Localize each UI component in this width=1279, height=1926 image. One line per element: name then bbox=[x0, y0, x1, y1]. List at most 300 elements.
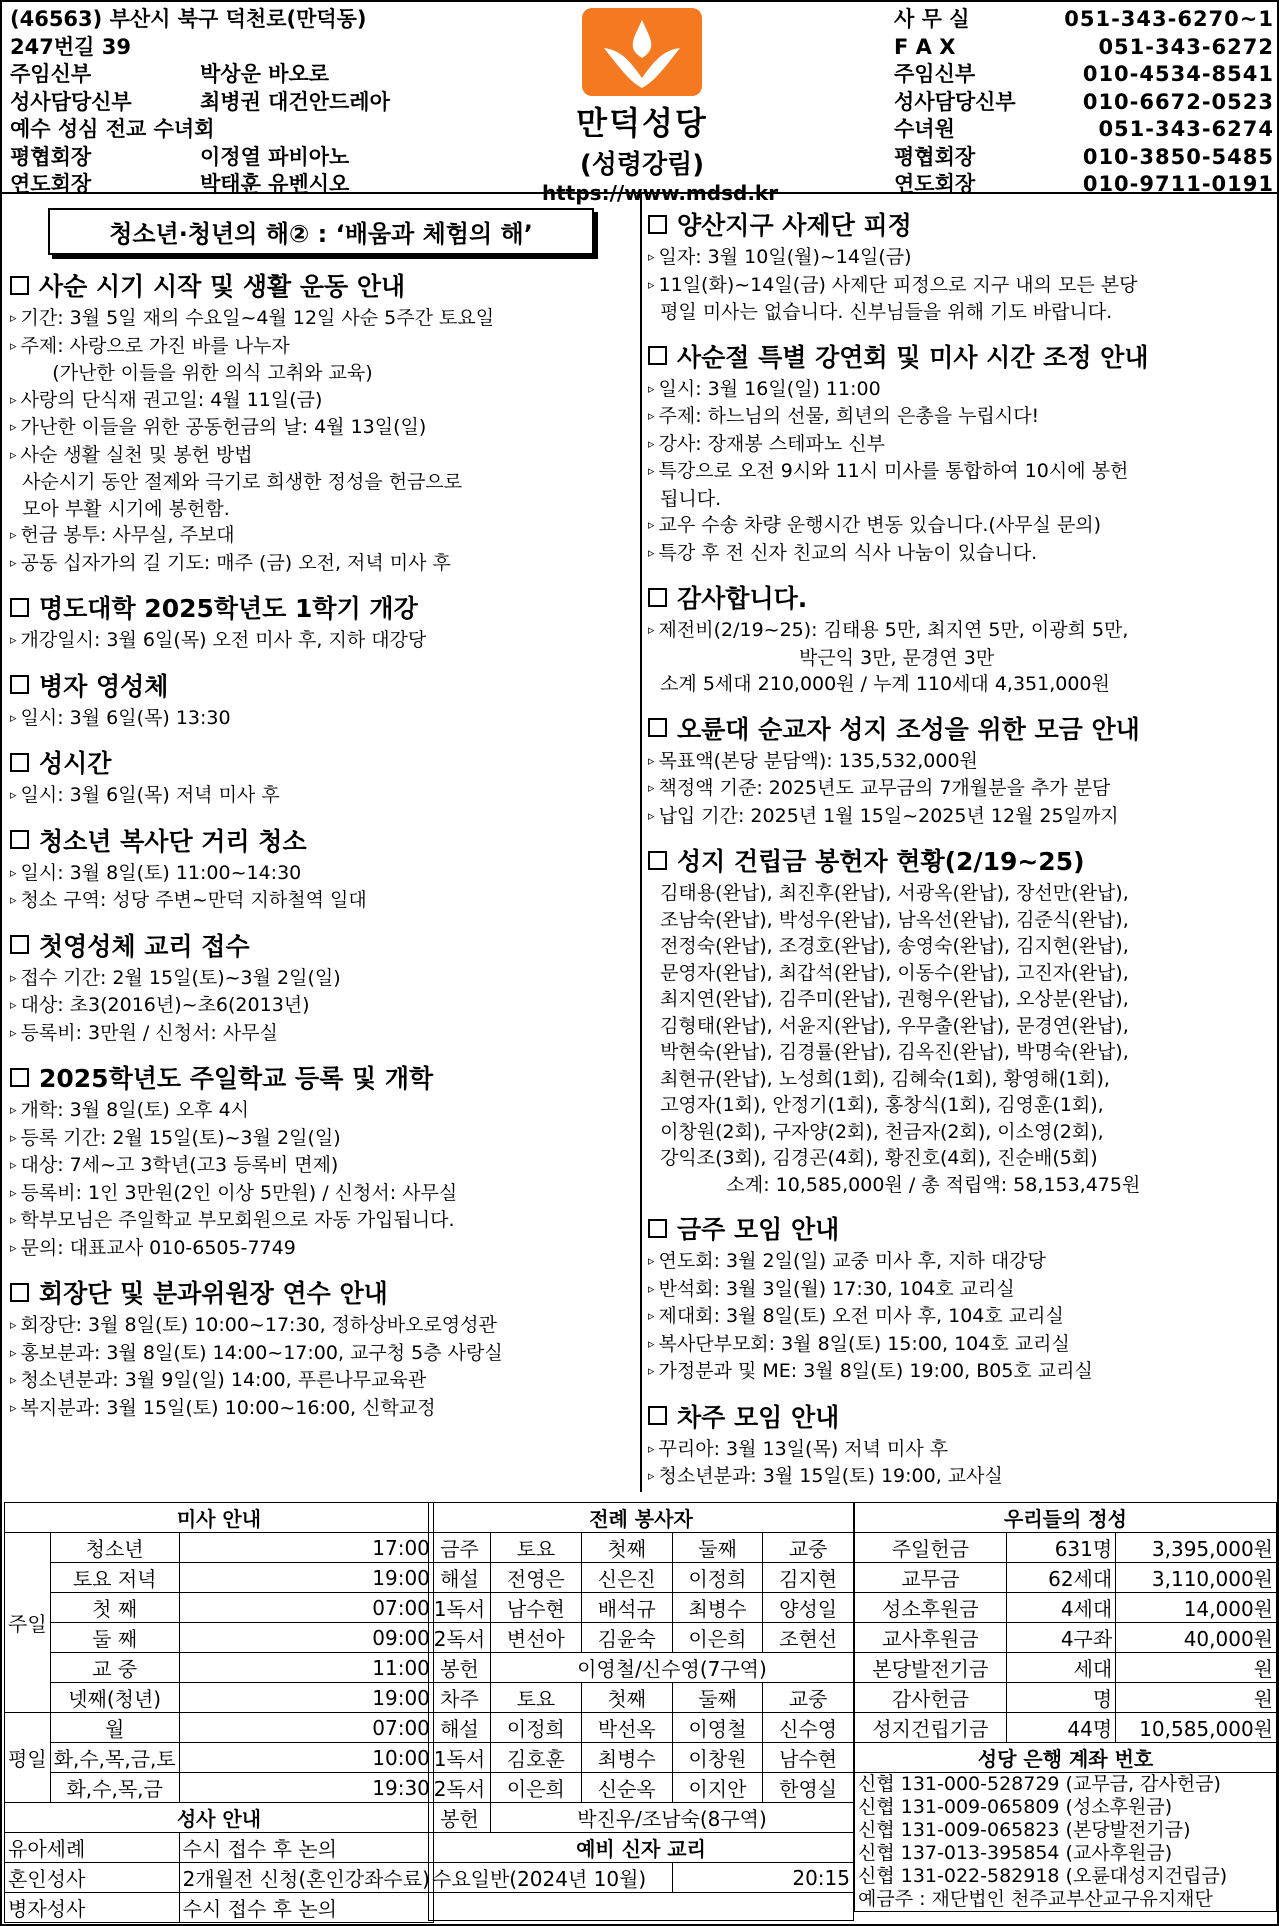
contact-phone[interactable]: 010-6672-0523 bbox=[1082, 89, 1274, 114]
notice-item: 고영자(1회), 안정기(1회), 홍창식(1회), 김영훈(1회), bbox=[648, 1094, 1104, 1116]
notice-item: ▹ 제대회: 3월 8일(토) 오전 미사 후, 104호 교리실 bbox=[648, 1303, 1271, 1331]
parish-subtitle: (성령강림) bbox=[579, 150, 705, 180]
table-header-row bbox=[429, 1503, 854, 1533]
table-cell: 주일 bbox=[5, 1533, 51, 1713]
table-cell: 금주 bbox=[429, 1533, 491, 1563]
header-left-key: 연도회장 bbox=[10, 172, 92, 196]
bulletin-header bbox=[2, 2, 1277, 205]
notice-item: ▹ 사랑의 단식재 권고일: 4월 11일(금) bbox=[10, 387, 634, 415]
notice-item: ▹ 등록비: 3만원 / 신청서: 사무실 bbox=[10, 1020, 634, 1048]
section-title bbox=[10, 667, 634, 703]
table-cell: 19:30 bbox=[179, 1773, 433, 1803]
notice-item: ▹ 청소년분과: 3월 15일(토) 19:00, 교사실 bbox=[648, 1463, 1271, 1491]
mass-row bbox=[5, 1563, 434, 1593]
notice-section bbox=[648, 338, 1271, 568]
notice-item: ▹ 가정분과 및 ME: 3월 8일(토) 19:00, B05호 교리실 bbox=[648, 1358, 1271, 1386]
section-title-text: 첫영성체 교리 접수 bbox=[39, 931, 250, 961]
table-cell: 교 중 bbox=[50, 1653, 179, 1683]
notice-section bbox=[10, 744, 634, 810]
table-cell bbox=[429, 1893, 854, 1921]
notice-section bbox=[10, 822, 634, 915]
notice-section bbox=[648, 1398, 1271, 1491]
header-left-value: 박태훈 유벤시오 bbox=[200, 172, 350, 196]
notice-item: 모아 부활 시기에 봉헌함. bbox=[10, 497, 230, 520]
notice-item: ▹ 등록비: 1인 3만원(2인 이상 5만원) / 신청서: 사무실 bbox=[10, 1180, 634, 1208]
mass-row bbox=[5, 1773, 434, 1803]
notice-item: ▹ 청소년분과: 3월 9일(일) 14:00, 푸른나무교육관 bbox=[10, 1367, 634, 1395]
notice-section bbox=[10, 1059, 634, 1262]
table-cell: 44명 bbox=[1006, 1713, 1116, 1743]
notice-item: ▹ 사순 생활 실천 및 봉헌 방법 bbox=[10, 442, 634, 470]
table-cell: 신수영 bbox=[763, 1713, 854, 1743]
notice-item: ▹ 일자: 3월 10일(월)~14일(금) bbox=[648, 244, 1271, 272]
mass-row bbox=[5, 1683, 434, 1713]
notice-item: ▹ 일시: 3월 16일(일) 11:00 bbox=[648, 376, 1271, 404]
table-cell: 변선아 bbox=[490, 1623, 581, 1653]
table-cell: 이지안 bbox=[672, 1773, 763, 1803]
notice-item: ▹ 가난한 이들을 위한 공동헌금의 날: 4월 13일(일) bbox=[10, 414, 634, 442]
notice-item: 평일 미사는 없습니다. 신부님들을 위해 기도 바랍니다. bbox=[648, 301, 1113, 323]
table-cell: 해설 bbox=[429, 1713, 491, 1743]
contact-phone[interactable]: 010-9711-0191 bbox=[1082, 172, 1274, 196]
notice-item: ▹ 대상: 7세~고 3학년(고3 등록비 면제) bbox=[10, 1152, 634, 1180]
sacrament-row bbox=[5, 1863, 434, 1893]
notice-item: ▹ 일시: 3월 6일(목) 13:30 bbox=[10, 705, 634, 733]
notice-item: ▹ 복지분과: 3월 15일(토) 10:00~16:00, 신학교정 bbox=[10, 1395, 634, 1423]
checkbox-square-icon bbox=[648, 346, 667, 365]
notice-item: ▹ 일시: 3월 8일(토) 11:00~14:30 bbox=[10, 860, 634, 888]
notice-item: 박근익 3만, 문경연 3만 bbox=[648, 646, 995, 669]
notice-item: ▹ 청소 구역: 성당 주변~만덕 지하철역 일대 bbox=[10, 887, 634, 915]
contact-phone[interactable]: 051-343-6272 bbox=[1098, 34, 1274, 59]
section-title bbox=[10, 1059, 634, 1095]
table-cell: 19:00 bbox=[179, 1563, 433, 1593]
notice-item: ▹ 책정액 기준: 2025년도 교무금의 7개월분을 추가 분담 bbox=[648, 775, 1271, 803]
notice-item: 최현규(완납), 노성희(1회), 김혜숙(1회), 황영해(1회), bbox=[648, 1067, 1110, 1090]
offering-row bbox=[855, 1683, 1277, 1713]
table-cell: 청소년 bbox=[50, 1533, 179, 1563]
liturgy-row bbox=[429, 1713, 854, 1743]
notice-item: ▹ 등록 기간: 2월 15일(토)~3월 2일(일) bbox=[10, 1125, 634, 1153]
left-column bbox=[2, 192, 642, 1492]
table-cell: 1독서 bbox=[429, 1593, 491, 1623]
section-title bbox=[648, 206, 1271, 242]
table-cell: 박진우/조남숙(8구역) bbox=[490, 1803, 853, 1833]
table-cell: 첫째 bbox=[581, 1683, 672, 1713]
contact-label: 주임신부 bbox=[894, 62, 976, 86]
section-title-text: 감사합니다. bbox=[677, 584, 808, 613]
table-cell: 둘 째 bbox=[50, 1623, 179, 1653]
table-cell: 17:00 bbox=[179, 1533, 433, 1563]
table-cell: 김호훈 bbox=[490, 1743, 581, 1773]
table-cell: 박선옥 bbox=[581, 1713, 672, 1743]
header-left-row bbox=[10, 61, 570, 89]
notice-item: ▹ 11일(화)~14일(금) 사제단 피정으로 지구 내의 모든 본당 bbox=[648, 272, 1271, 300]
table-header-row bbox=[429, 1833, 854, 1863]
table-cell: 11:00 bbox=[179, 1653, 433, 1683]
contact-phone[interactable]: 051-343-6274 bbox=[1098, 117, 1274, 141]
table-cell: 3,110,000원 bbox=[1116, 1563, 1277, 1593]
table-cell: 수시 접수 후 논의 bbox=[179, 1833, 433, 1863]
section-title bbox=[10, 1274, 634, 1310]
mass-schedule-table bbox=[4, 1502, 434, 1923]
notice-item: 소계 5세대 210,000원 / 누계 110세대 4,351,000원 bbox=[648, 673, 1110, 695]
bank-account: 신협 131-009-065809 (성소후원금) bbox=[858, 1796, 1173, 1818]
notice-item: 사순시기 동안 절제와 극기로 희생한 정성을 헌금으로 bbox=[10, 471, 463, 493]
sacrament-row bbox=[5, 1833, 434, 1863]
table-cell: 교사후원금 bbox=[855, 1623, 1007, 1653]
table-cell: 19:00 bbox=[179, 1683, 433, 1713]
liturgy-row bbox=[429, 1773, 854, 1803]
header-left-key: (46563) 부산시 북구 덕천로(만덕동) bbox=[10, 7, 367, 31]
table-cell: 명 bbox=[1006, 1683, 1116, 1713]
table-cell: 이정희 bbox=[672, 1563, 763, 1593]
notice-item: 이창원(2회), 구자양(2회), 천금자(2회), 이소영(2회), bbox=[648, 1120, 1104, 1143]
checkbox-square-icon bbox=[10, 935, 29, 954]
table-cell: 631명 bbox=[1006, 1533, 1116, 1563]
section-title-text: 오륜대 순교자 성지 조성을 위한 모금 안내 bbox=[677, 714, 1140, 744]
notice-item: ▹ 학부모님은 주일학교 부모회원으로 자동 가입됩니다. bbox=[10, 1207, 634, 1235]
notice-item: ▹ 꾸리아: 3월 13일(목) 저녁 미사 후 bbox=[648, 1436, 1271, 1464]
mass-row bbox=[5, 1623, 434, 1653]
offering-row bbox=[855, 1563, 1277, 1593]
header-left-key: 247번길 39 bbox=[10, 34, 131, 59]
header-left-row bbox=[10, 6, 570, 34]
liturgy-offering-row bbox=[429, 1653, 854, 1683]
offering-row bbox=[855, 1593, 1277, 1623]
header-left-key: 예수 성심 전교 수녀회 bbox=[10, 117, 215, 141]
right-column bbox=[644, 192, 1277, 1492]
table-cell: 최병수 bbox=[581, 1743, 672, 1773]
section-title bbox=[10, 822, 634, 858]
notice-item: ▹ 접수 기간: 2월 15일(토)~3월 2일(일) bbox=[10, 965, 634, 993]
notice-item: ▹ 주제: 사랑으로 가진 바를 나누자 bbox=[10, 333, 634, 361]
table-cell: 이영철/신수영(7구역) bbox=[490, 1653, 853, 1683]
mass-row bbox=[5, 1593, 434, 1623]
notice-item: ▹ 강사: 장재봉 스테파노 신부 bbox=[648, 431, 1271, 459]
table-cell: 봉헌 bbox=[429, 1803, 491, 1833]
bank-account: 신협 131-009-065823 (본당발전기금) bbox=[858, 1819, 1191, 1841]
contact-label: 평협회장 bbox=[894, 144, 976, 169]
table-cell: 둘째 bbox=[672, 1683, 763, 1713]
notice-section bbox=[10, 267, 634, 577]
notice-item: ▹ 대상: 초3(2016년)~초6(2013년) bbox=[10, 992, 634, 1020]
notice-item: 문영자(완납), 최갑석(완납), 이동수(완납), 고진자(완납), bbox=[648, 961, 1129, 984]
table-cell: 40,000원 bbox=[1116, 1623, 1277, 1653]
header-contact-row bbox=[894, 61, 1274, 89]
table-cell: 신순옥 bbox=[581, 1773, 672, 1803]
table-cell: 토요 bbox=[490, 1533, 581, 1563]
notice-item: ▹ 특강으로 오전 9시와 11시 미사를 통합하여 10시에 봉헌 bbox=[648, 458, 1271, 486]
notice-item: ▹ 헌금 봉투: 사무실, 주보대 bbox=[10, 522, 634, 550]
theme-banner: 청소년·청년의 해② : ‘배움과 체험의 해’ bbox=[48, 208, 594, 255]
checkbox-square-icon bbox=[10, 276, 29, 295]
header-left-key: 성사담당신부 bbox=[10, 89, 132, 114]
table-cell: 07:00 bbox=[179, 1593, 433, 1623]
bank-account: 신협 131-022-582918 (오륜대성지건립금) bbox=[858, 1865, 1228, 1887]
section-title-text: 성시간 bbox=[39, 749, 112, 778]
contact-label: 사 무 실 bbox=[894, 7, 970, 31]
table-cell: 조현선 bbox=[763, 1623, 854, 1653]
section-title bbox=[10, 267, 634, 303]
notice-item: ▹ 목표액(본당 분담액): 135,532,000원 bbox=[648, 748, 1271, 776]
table-cell: 성지건립기금 bbox=[855, 1713, 1007, 1743]
contact-phone[interactable]: 051-343-6270~1 bbox=[1064, 7, 1274, 31]
notice-item: ▹ 교우 수송 차량 운행시간 변동 있습니다.(사무실 문의) bbox=[648, 512, 1271, 540]
liturgy-row bbox=[429, 1743, 854, 1773]
header-contact-row bbox=[894, 34, 1274, 62]
notice-section bbox=[10, 667, 634, 733]
header-contact-row bbox=[894, 6, 1274, 34]
table-cell: 성사 안내 bbox=[5, 1803, 434, 1833]
dove-flame-icon bbox=[582, 8, 702, 96]
header-left-value: 이정열 파비아노 bbox=[200, 144, 350, 169]
table-cell: 20:15 bbox=[672, 1863, 853, 1893]
notice-item: ▹ 반석회: 3월 3일(월) 17:30, 104호 교리실 bbox=[648, 1276, 1271, 1304]
section-title-text: 청소년 복사단 거리 청소 bbox=[39, 826, 307, 856]
checkbox-square-icon bbox=[648, 215, 667, 234]
table-cell: 수시 접수 후 논의 bbox=[179, 1893, 433, 1923]
liturgy-offering-row bbox=[429, 1803, 854, 1833]
notice-item: ▹ 주제: 하느님의 선물, 희년의 은총을 누립시다! bbox=[648, 403, 1271, 431]
table-cell: 토요 저녁 bbox=[50, 1563, 179, 1593]
checkbox-square-icon bbox=[10, 1283, 29, 1302]
notice-item: 소계: 10,585,000원 / 총 적립액: 58,153,475원 bbox=[648, 1173, 1141, 1196]
header-left-key: 주임신부 bbox=[10, 62, 92, 86]
section-title-text: 2025학년도 주일학교 등록 및 개학 bbox=[39, 1064, 434, 1093]
liturgy-servers-table bbox=[428, 1502, 854, 1921]
table-cell: 이은희 bbox=[672, 1623, 763, 1653]
checkbox-square-icon bbox=[648, 718, 667, 737]
table-cell: 혼인성사 bbox=[5, 1863, 180, 1893]
notice-item: ▹ 홍보분과: 3월 8일(토) 14:00~17:00, 교구청 5층 사랑실 bbox=[10, 1340, 634, 1368]
table-cell: 이창원 bbox=[672, 1743, 763, 1773]
table-cell: 성당 은행 계좌 번호 bbox=[855, 1743, 1277, 1773]
header-left-info bbox=[10, 6, 570, 199]
notice-item: ▹ 개강일시: 3월 6일(목) 오전 미사 후, 지하 대강당 bbox=[10, 627, 634, 655]
header-contact-row bbox=[894, 89, 1274, 117]
notice-item: ▹ 납입 기간: 2025년 1월 15일~2025년 12월 25일까지 bbox=[648, 803, 1271, 831]
checkbox-square-icon bbox=[10, 830, 29, 849]
notice-section bbox=[10, 927, 634, 1048]
table-cell: 교중 bbox=[763, 1533, 854, 1563]
notice-section bbox=[10, 589, 634, 655]
section-title-text: 회장단 및 분과위원장 연수 안내 bbox=[39, 1279, 388, 1308]
checkbox-square-icon bbox=[648, 851, 667, 870]
contact-phone[interactable]: 010-4534-8541 bbox=[1082, 62, 1274, 86]
table-cell: 최병수 bbox=[672, 1593, 763, 1623]
table-cell: 넷째(청년) bbox=[50, 1683, 179, 1713]
checkbox-square-icon bbox=[648, 1219, 667, 1238]
account-holder: 예금주 : 재단법인 천주교부산교구유지재단 bbox=[858, 1888, 1213, 1910]
notice-item: ▹ 공동 십자가의 길 기도: 매주 (금) 오전, 저녁 미사 후 bbox=[10, 550, 634, 578]
table-cell: 둘째 bbox=[672, 1533, 763, 1563]
table-cell: 62세대 bbox=[1006, 1563, 1116, 1593]
table-cell: 교무금 bbox=[855, 1563, 1007, 1593]
catechism-empty-row bbox=[429, 1893, 854, 1921]
section-title-text: 금주 모임 안내 bbox=[677, 1215, 840, 1244]
notice-item: 김태용(완납), 최진후(완납), 서광옥(완납), 장선만(완납), bbox=[648, 882, 1129, 904]
section-title bbox=[648, 1398, 1271, 1434]
table-cell: 차주 bbox=[429, 1683, 491, 1713]
table-cell: 전영은 bbox=[490, 1563, 581, 1593]
table-cell: 남수현 bbox=[763, 1743, 854, 1773]
table-cell: 2독서 bbox=[429, 1623, 491, 1653]
liturgy-head-row bbox=[429, 1533, 854, 1563]
notice-item: 됩니다. bbox=[648, 487, 722, 510]
notice-item: ▹ 특강 후 전 신자 친교의 식사 나눔이 있습니다. bbox=[648, 540, 1271, 568]
table-cell: 09:00 bbox=[179, 1623, 433, 1653]
offering-row bbox=[855, 1623, 1277, 1653]
parish-logo bbox=[542, 8, 779, 205]
notice-item: 김형태(완납), 서윤지(완납), 우무출(완납), 문경연(완납), bbox=[648, 1014, 1129, 1037]
section-title bbox=[648, 842, 1271, 878]
table-cell: 남수현 bbox=[490, 1593, 581, 1623]
sacrament-row bbox=[5, 1893, 434, 1923]
section-title bbox=[10, 927, 634, 963]
header-left-row bbox=[10, 116, 570, 144]
notice-item: (가난한 이들을 위한 의식 고취와 교육) bbox=[10, 362, 373, 384]
table-cell: 10:00 bbox=[179, 1743, 433, 1773]
notice-section bbox=[648, 710, 1271, 831]
checkbox-square-icon bbox=[648, 588, 667, 607]
notice-section bbox=[648, 206, 1271, 326]
checkbox-square-icon bbox=[10, 598, 29, 617]
contact-label: 수녀원 bbox=[894, 117, 955, 141]
header-left-row bbox=[10, 89, 570, 117]
section-title-text: 병자 영성체 bbox=[39, 671, 169, 701]
liturgy-row bbox=[429, 1563, 854, 1593]
table-cell: 07:00 bbox=[179, 1713, 433, 1743]
table-cell: 성소후원금 bbox=[855, 1593, 1007, 1623]
header-left-key: 평협회장 bbox=[10, 144, 92, 169]
notice-item: ▹ 기간: 3월 5일 재의 수요일~4월 12일 사순 5주간 토요일 bbox=[10, 305, 634, 333]
notice-item: ▹ 복사단부모회: 3월 8일(토) 15:00, 104호 교리실 bbox=[648, 1331, 1271, 1359]
table-cell: 첫 째 bbox=[50, 1593, 179, 1623]
notice-section bbox=[648, 1210, 1271, 1386]
table-cell: 1독서 bbox=[429, 1743, 491, 1773]
table-cell: 10,585,000원 bbox=[1116, 1713, 1277, 1743]
mass-row bbox=[5, 1713, 434, 1743]
header-left-row bbox=[10, 34, 570, 62]
notice-item: 최지연(완납), 김주미(완납), 권형우(완납), 오상분(완납), bbox=[648, 988, 1129, 1010]
parish-name: 만덕성당 bbox=[576, 104, 708, 142]
offering-row bbox=[855, 1713, 1277, 1743]
notice-item: ▹ 연도회: 3월 2일(일) 교중 미사 후, 지하 대강당 bbox=[648, 1248, 1271, 1276]
table-cell: 평일 bbox=[5, 1713, 51, 1803]
table-cell: 이영철 bbox=[672, 1713, 763, 1743]
liturgy-head-row bbox=[429, 1683, 854, 1713]
table-header-row bbox=[855, 1743, 1277, 1773]
table-cell: 4구좌 bbox=[1006, 1623, 1116, 1653]
notice-section bbox=[10, 1274, 634, 1422]
table-cell: 본당발전기금 bbox=[855, 1653, 1007, 1683]
table-cell: 3,395,000원 bbox=[1116, 1533, 1277, 1563]
notice-item: ▹ 문의: 대표교사 010-6505-7749 bbox=[10, 1235, 634, 1263]
table-cell: 양성일 bbox=[763, 1593, 854, 1623]
table-cell: 병자성사 bbox=[5, 1893, 180, 1923]
table-cell: 14,000원 bbox=[1116, 1593, 1277, 1623]
section-title-text: 사순절 특별 강연회 및 미사 시간 조정 안내 bbox=[677, 342, 1149, 372]
offering-row bbox=[855, 1533, 1277, 1563]
table-cell: 미사 안내 bbox=[5, 1503, 434, 1533]
mass-row bbox=[5, 1653, 434, 1683]
section-title-text: 성지 건립금 봉헌자 현황(2/19~25) bbox=[677, 847, 1085, 876]
section-title bbox=[10, 744, 634, 780]
table-cell: 이정희 bbox=[490, 1713, 581, 1743]
bank-row bbox=[855, 1773, 1277, 1912]
offerings-table bbox=[854, 1502, 1277, 1912]
notice-item: ▹ 일시: 3월 6일(목) 저녁 미사 후 bbox=[10, 782, 634, 810]
table-cell: 봉헌 bbox=[429, 1653, 491, 1683]
table-cell: 원 bbox=[1116, 1653, 1277, 1683]
table-cell: 김윤숙 bbox=[581, 1623, 672, 1653]
notice-item: 조남숙(완납), 박성우(완납), 남옥선(완납), 김준식(완납), bbox=[648, 908, 1129, 931]
section-title bbox=[648, 1210, 1271, 1246]
header-left-row bbox=[10, 144, 570, 172]
table-cell: 배석규 bbox=[581, 1593, 672, 1623]
section-title-text: 명도대학 2025학년도 1학기 개강 bbox=[39, 594, 418, 623]
table-cell: 우리들의 정성 bbox=[855, 1503, 1277, 1533]
table-cell: 4세대 bbox=[1006, 1593, 1116, 1623]
section-title bbox=[648, 338, 1271, 374]
table-cell: 해설 bbox=[429, 1563, 491, 1593]
bank-account: 신협 131-000-528729 (교무금, 감사헌금) bbox=[858, 1773, 1221, 1795]
table-cell: 2독서 bbox=[429, 1773, 491, 1803]
table-header-row bbox=[5, 1803, 434, 1833]
mass-row bbox=[5, 1533, 434, 1563]
table-header-row bbox=[855, 1503, 1277, 1533]
table-cell: 첫째 bbox=[581, 1533, 672, 1563]
contact-label: F A X bbox=[894, 34, 956, 59]
header-contacts bbox=[894, 6, 1274, 199]
section-title-text: 차주 모임 안내 bbox=[677, 1402, 840, 1432]
table-cell: 전례 봉사자 bbox=[429, 1503, 854, 1533]
parish-url-link[interactable]: https://www.mdsd.kr bbox=[542, 181, 779, 205]
notice-item: 박현숙(완납), 김경률(완납), 김옥진(완납), 박명숙(완납), bbox=[648, 1041, 1129, 1063]
contact-phone[interactable]: 010-3850-5485 bbox=[1082, 144, 1274, 169]
checkbox-square-icon bbox=[648, 1406, 667, 1425]
section-title bbox=[648, 579, 1271, 615]
table-cell: 감사헌금 bbox=[855, 1683, 1007, 1713]
section-title bbox=[10, 589, 634, 625]
section-title-text: 양산지구 사제단 피정 bbox=[677, 211, 912, 240]
notice-item: 강익조(3회), 김경곤(4회), 황진호(4회), 진순배(5회) bbox=[648, 1147, 1098, 1169]
table-cell: 월 bbox=[50, 1713, 179, 1743]
mass-row bbox=[5, 1743, 434, 1773]
table-header-row bbox=[5, 1503, 434, 1533]
table-cell: 이은희 bbox=[490, 1773, 581, 1803]
notice-section bbox=[648, 579, 1271, 698]
checkbox-square-icon bbox=[10, 1068, 29, 1087]
notice-item: ▹ 제전비(2/19~25): 김태용 5만, 최지연 5만, 이광희 5만, bbox=[648, 617, 1271, 645]
checkbox-square-icon bbox=[10, 753, 29, 772]
table-cell: 교중 bbox=[763, 1683, 854, 1713]
table-cell: 주일헌금 bbox=[855, 1533, 1007, 1563]
table-cell: 토요 bbox=[490, 1683, 581, 1713]
table-cell: 세대 bbox=[1006, 1653, 1116, 1683]
section-title bbox=[648, 710, 1271, 746]
table-cell bbox=[855, 1773, 1277, 1912]
table-cell: 예비 신자 교리 bbox=[429, 1833, 854, 1863]
bank-account: 신협 137-013-395854 (교사후원금) bbox=[858, 1842, 1173, 1864]
header-contact-row bbox=[894, 144, 1274, 172]
liturgy-row bbox=[429, 1593, 854, 1623]
catechism-row bbox=[429, 1863, 854, 1893]
contact-label: 연도회장 bbox=[894, 172, 976, 196]
table-cell: 화,수,목,금,토 bbox=[50, 1743, 179, 1773]
checkbox-square-icon bbox=[10, 675, 29, 694]
